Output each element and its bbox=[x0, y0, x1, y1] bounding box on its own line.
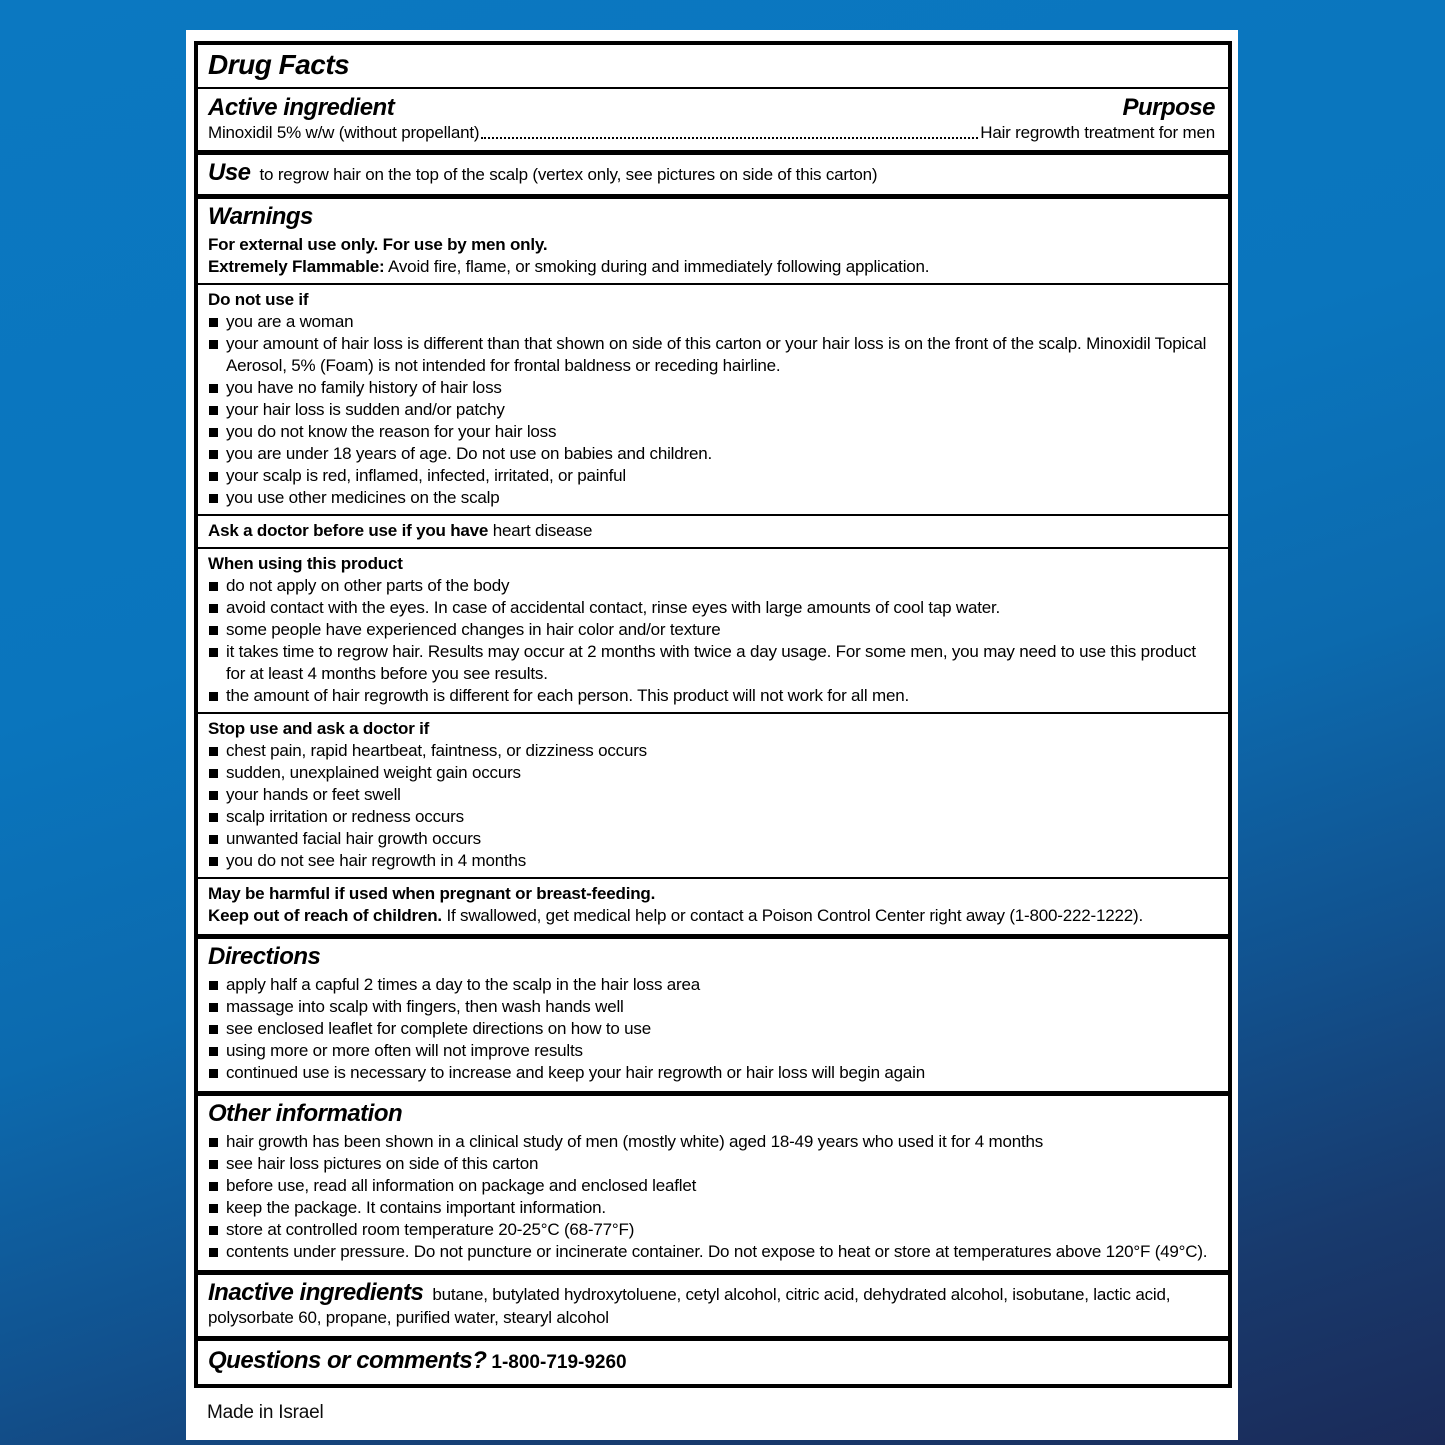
inactive-ingredients-heading: Inactive ingredients bbox=[208, 1279, 424, 1306]
bullet-text: you use other medicines on the scalp bbox=[226, 488, 500, 507]
subsection-divider bbox=[198, 712, 1228, 714]
bullet-item bbox=[208, 1175, 1215, 1197]
square-bullet-icon bbox=[209, 1003, 218, 1012]
other-information-heading: Other information bbox=[208, 1100, 403, 1127]
bullet-text: sudden, unexplained weight gain occurs bbox=[226, 763, 521, 782]
flammable-bold: Extremely Flammable: bbox=[208, 257, 385, 276]
bullet-item bbox=[208, 784, 1215, 806]
dotted-leader bbox=[481, 137, 978, 139]
bullet-item bbox=[208, 421, 1215, 443]
bullet-item bbox=[208, 740, 1215, 762]
when-using-list bbox=[208, 575, 1215, 707]
bullet-text: massage into scalp with fingers, then wash hands well bbox=[226, 997, 624, 1016]
do-not-use-list bbox=[208, 311, 1215, 509]
drug-facts-box bbox=[194, 41, 1232, 1388]
bullet-item bbox=[208, 806, 1215, 828]
purpose-value: Hair regrowth treatment for men bbox=[980, 123, 1215, 142]
square-bullet-icon bbox=[209, 1204, 218, 1213]
active-ingredient-header-row bbox=[208, 93, 1215, 122]
stop-use-list bbox=[208, 740, 1215, 872]
bullet-item bbox=[208, 974, 1215, 996]
bullet-item bbox=[208, 996, 1215, 1018]
square-bullet-icon bbox=[209, 1069, 218, 1078]
bullet-item bbox=[208, 311, 1215, 333]
square-bullet-icon bbox=[209, 835, 218, 844]
inactive-ingredients-paragraph bbox=[208, 1278, 1215, 1329]
keep-out-text: If swallowed, get medical help or contact a Poison Control Center right away (1-800-222-1222). bbox=[441, 906, 1143, 925]
section-inactive-ingredients bbox=[198, 1275, 1228, 1336]
active-ingredient-row bbox=[208, 122, 1215, 143]
bullet-item bbox=[208, 619, 1215, 641]
bullet-text: your hair loss is sudden and/or patchy bbox=[226, 400, 505, 419]
bullet-text: scalp irritation or redness occurs bbox=[226, 807, 464, 826]
bullet-text: contents under pressure. Do not puncture or incinerate container. Do not expose to heat or store at temperatures above 120°F (49°C). bbox=[226, 1242, 1208, 1261]
square-bullet-icon bbox=[209, 747, 218, 756]
bullet-item bbox=[208, 828, 1215, 850]
section-use bbox=[198, 155, 1228, 194]
section-title-active-ingredient bbox=[198, 45, 1228, 150]
bullet-text: your hands or feet swell bbox=[226, 785, 401, 804]
square-bullet-icon bbox=[209, 428, 218, 437]
drug-facts-label bbox=[186, 30, 1238, 1440]
bullet-text: your scalp is red, inflamed, infected, irritated, or painful bbox=[226, 466, 626, 485]
bullet-item bbox=[208, 685, 1215, 707]
bullet-item bbox=[208, 443, 1215, 465]
bullet-item bbox=[208, 597, 1215, 619]
square-bullet-icon bbox=[209, 582, 218, 591]
bullet-text: you do not see hair regrowth in 4 months bbox=[226, 851, 527, 870]
square-bullet-icon bbox=[209, 604, 218, 613]
bullet-text: hair growth has been shown in a clinical study of men (mostly white) aged 18-49 years who used it for 4 months bbox=[226, 1132, 1044, 1151]
made-in-label: Made in Israel bbox=[207, 1402, 324, 1423]
square-bullet-icon bbox=[209, 1226, 218, 1235]
square-bullet-icon bbox=[209, 1182, 218, 1191]
bullet-text: apply half a capful 2 times a day to the scalp in the hair loss area bbox=[226, 975, 701, 994]
drug-facts-title: Drug Facts bbox=[208, 49, 350, 80]
ask-doctor-bold: Ask a doctor before use if you have bbox=[208, 521, 489, 540]
bullet-item bbox=[208, 1219, 1215, 1241]
bullet-text: using more or more often will not improve results bbox=[226, 1041, 583, 1060]
bullet-item bbox=[208, 377, 1215, 399]
bullet-text: it takes time to regrow hair. Results may occur at 2 months with twice a day usage. For some men, you may need to use this product for at least 4 months before you see results. bbox=[226, 642, 1196, 683]
bullet-item bbox=[208, 641, 1215, 685]
bullet-item bbox=[208, 762, 1215, 784]
use-heading: Use bbox=[208, 159, 251, 186]
warnings-external-use-line: For external use only. For use by men only. bbox=[208, 235, 548, 254]
bullet-item bbox=[208, 465, 1215, 487]
square-bullet-icon bbox=[209, 648, 218, 657]
bullet-item bbox=[208, 1241, 1215, 1263]
square-bullet-icon bbox=[209, 769, 218, 778]
active-ingredient-heading: Active ingredient bbox=[208, 94, 395, 121]
active-ingredient-name: Minoxidil 5% w/w (without propellant) bbox=[208, 123, 480, 142]
bullet-text: avoid contact with the eyes. In case of accidental contact, rinse eyes with large amounts of cool tap water. bbox=[226, 598, 1001, 617]
bullet-text: unwanted facial hair growth occurs bbox=[226, 829, 481, 848]
keep-out-line bbox=[208, 905, 1215, 927]
ask-doctor-line bbox=[208, 520, 1215, 542]
warnings-heading: Warnings bbox=[208, 203, 313, 230]
bullet-item bbox=[208, 1040, 1215, 1062]
bullet-item bbox=[208, 1131, 1215, 1153]
square-bullet-icon bbox=[209, 1160, 218, 1169]
bullet-item bbox=[208, 850, 1215, 872]
square-bullet-icon bbox=[209, 981, 218, 990]
square-bullet-icon bbox=[209, 1248, 218, 1257]
directions-heading: Directions bbox=[208, 943, 321, 970]
bullet-text: you have no family history of hair loss bbox=[226, 378, 502, 397]
subsection-divider bbox=[198, 514, 1228, 516]
subsection-divider bbox=[198, 283, 1228, 285]
use-text: to regrow hair on the top of the scalp (vertex only, see pictures on side of this carton) bbox=[259, 165, 878, 184]
other-information-list bbox=[208, 1131, 1215, 1263]
when-using-heading: When using this product bbox=[208, 554, 403, 573]
bullet-text: the amount of hair regrowth is different for each person. This product will not work for all men. bbox=[226, 686, 909, 705]
flammable-text: Avoid fire, flame, or smoking during and immediately following application. bbox=[384, 257, 930, 276]
bullet-text: see hair loss pictures on side of this carton bbox=[226, 1154, 539, 1173]
bullet-text: you are under 18 years of age. Do not use on babies and children. bbox=[226, 444, 713, 463]
square-bullet-icon bbox=[209, 791, 218, 800]
square-bullet-icon bbox=[209, 1047, 218, 1056]
square-bullet-icon bbox=[209, 340, 218, 349]
bullet-text: you do not know the reason for your hair loss bbox=[226, 422, 557, 441]
stop-use-heading: Stop use and ask a doctor if bbox=[208, 719, 430, 738]
bullet-item bbox=[208, 1197, 1215, 1219]
warnings-flammable-line bbox=[208, 256, 1215, 278]
bullet-item bbox=[208, 575, 1215, 597]
bullet-item bbox=[208, 1062, 1215, 1084]
bullet-item bbox=[208, 333, 1215, 377]
do-not-use-heading: Do not use if bbox=[208, 290, 309, 309]
square-bullet-icon bbox=[209, 318, 218, 327]
square-bullet-icon bbox=[209, 1138, 218, 1147]
section-other-information bbox=[198, 1096, 1228, 1270]
square-bullet-icon bbox=[209, 406, 218, 415]
square-bullet-icon bbox=[209, 1025, 218, 1034]
directions-list bbox=[208, 974, 1215, 1084]
bullet-item bbox=[208, 399, 1215, 421]
square-bullet-icon bbox=[209, 384, 218, 393]
questions-phone-number: 1-800-719-9260 bbox=[491, 1352, 627, 1373]
bullet-item bbox=[208, 487, 1215, 509]
bullet-item bbox=[208, 1018, 1215, 1040]
bullet-text: your amount of hair loss is different than that shown on side of this carton or your hair loss is on the front of the scalp. Minoxidil Topical Aerosol, 5% (Foam) is not intended for frontal baldness or receding hairline. bbox=[226, 334, 1207, 375]
square-bullet-icon bbox=[209, 692, 218, 701]
square-bullet-icon bbox=[209, 472, 218, 481]
bullet-text: continued use is necessary to increase and keep your hair regrowth or hair loss will begin again bbox=[226, 1063, 925, 1082]
bullet-item bbox=[208, 1153, 1215, 1175]
keep-out-bold: Keep out of reach of children. bbox=[208, 906, 442, 925]
inactive-ingredients-text: butane, butylated hydroxytoluene, cetyl alcohol, citric acid, dehydrated alcohol, isobutane, lactic acid, polysorbate 60, propane, purified water, stearyl alcohol bbox=[208, 1285, 1171, 1327]
purpose-heading: Purpose bbox=[1122, 94, 1215, 121]
bullet-text: you are a woman bbox=[226, 312, 354, 331]
subsection-divider bbox=[198, 877, 1228, 879]
subsection-divider bbox=[198, 547, 1228, 549]
bullet-text: before use, read all information on package and enclosed leaflet bbox=[226, 1176, 697, 1195]
section-questions bbox=[198, 1341, 1228, 1384]
questions-heading: Questions or comments? bbox=[208, 1347, 487, 1374]
title-divider bbox=[198, 87, 1228, 89]
section-directions bbox=[198, 939, 1228, 1091]
bullet-text: chest pain, rapid heartbeat, faintness, or dizziness occurs bbox=[226, 741, 647, 760]
square-bullet-icon bbox=[209, 813, 218, 822]
bullet-text: keep the package. It contains important information. bbox=[226, 1198, 606, 1217]
pregnant-warning-line: May be harmful if used when pregnant or breast-feeding. bbox=[208, 884, 656, 903]
square-bullet-icon bbox=[209, 857, 218, 866]
bullet-text: some people have experienced changes in hair color and/or texture bbox=[226, 620, 721, 639]
square-bullet-icon bbox=[209, 626, 218, 635]
section-warnings bbox=[198, 199, 1228, 934]
ask-doctor-text: heart disease bbox=[488, 521, 593, 540]
square-bullet-icon bbox=[209, 494, 218, 503]
bullet-text: see enclosed leaflet for complete directions on how to use bbox=[226, 1019, 651, 1038]
bullet-text: store at controlled room temperature 20-25°C (68-77°F) bbox=[226, 1220, 635, 1239]
bullet-text: do not apply on other parts of the body bbox=[226, 576, 510, 595]
square-bullet-icon bbox=[209, 450, 218, 459]
